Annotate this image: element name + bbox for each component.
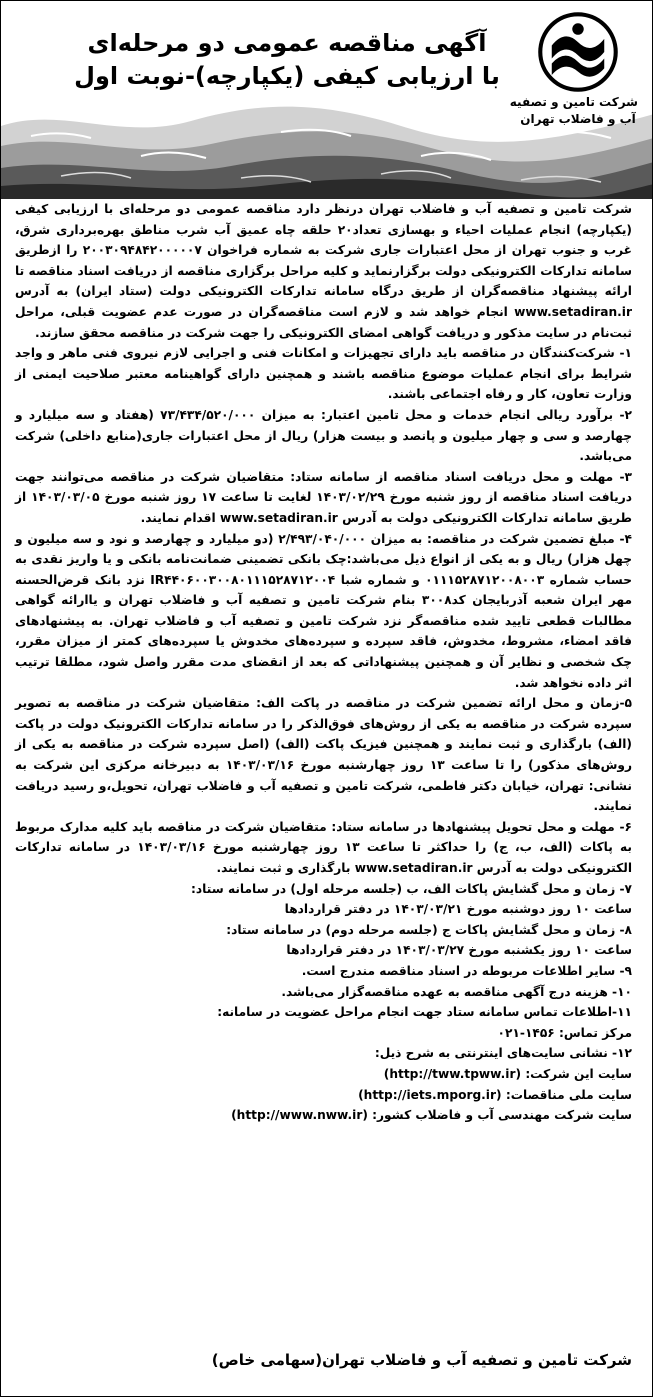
intro-paragraph (15, 199, 632, 343)
company-logo-icon (537, 11, 619, 93)
notice-body (1, 199, 652, 1126)
site-1-label: سایت این شرکت: (525, 1066, 632, 1081)
site-1-link[interactable]: (http://tww.tpww.ir) (383, 1066, 522, 1081)
item-6 (15, 817, 632, 879)
site-2 (15, 1085, 632, 1106)
item-8-detail: ساعت ۱۰ روز یکشنبه مورخ ۱۴۰۳/۰۳/۲۷ در دفتر قراردادها (286, 943, 632, 958)
site-2-label: سایت ملی مناقصات: (505, 1087, 632, 1102)
item-6-text-end: بارگذاری و ثبت نمایند. (216, 861, 351, 875)
setadiran-link[interactable]: www.setadiran.ir (514, 304, 632, 319)
signature-line: شرکت تامین و تصفیه آب و فاضلاب تهران(سهامی خاص) (211, 1351, 632, 1369)
item-7-heading: ۷- زمان و محل گشایش پاکات الف، ب (جلسه مرحله اول) در سامانه ستاد: (191, 881, 632, 896)
item-3-link[interactable]: www.setadiran.ir (219, 510, 338, 525)
company-name-line1: شرکت تامین و تصفیه (509, 95, 638, 109)
item-6-text: ۶- مهلت و محل تحویل پیشنهادها در سامانه ستاد: متقاضیان شرکت در مناقصه باید کلیه مدارک مربوط به پاکات (الف، ب، ج) را حداکثر تا ساعت ۱۳ روز چهارشنبه مورخ ۱۴۰۳/۰۳/۱۶ در سامانه تدارکات الکترونیکی دولت به آدرس (15, 819, 632, 875)
intro-text-end: انجام خواهد شد و لازم است مناقصه‌گران در صورت عدم عضویت قبلی، مراحل ثبت‌نام در سایت مذکور و دریافت گواهی امضای الکترونیکی را جهت شرکت در مناقصه محقق سازند. (15, 304, 632, 340)
intro-text: شرکت تامین و تصفیه آب و فاضلاب تهران درنظر دارد مناقصه عمومی دو مرحله‌ای با ارزیابی کیفی (یکپارچه) انجام عملیات احیاء و بهسازی تعداد۲۰ حلقه چاه عمیق آب شرب مناطق بهره‌برداری شرق، غرب و جنوب تهران از محل اعتبارات جاری شرکت به شماره فراخوان ۲۰۰۳۰۹۴۸۴۲۰۰۰۰۰۷ را ازطریق سامانه تدارکات الکترونیکی دولت برگزارنماید و کلیه مراحل برگزاری مناقصه از دریافت اسناد مناقصه تا ارائه پیشنهاد مناقصه‌گران از طریق درگاه سامانه تدارکات الکترونیکی دولت (ستاد ایران) به آدرس (15, 202, 632, 299)
item-6-link[interactable]: www.setadiran.ir (354, 861, 473, 875)
item-8-heading: ۸- زمان و محل گشایش پاکات ج (جلسه مرحله دوم) در سامانه ستاد: (226, 922, 632, 937)
company-logo-block (509, 11, 638, 127)
notice-title (67, 27, 507, 93)
site-3 (15, 1105, 632, 1126)
item-4: ۴- مبلغ تضمین شرکت در مناقصه: به میزان ۲/۴۹۳/۰۴۰/۰۰۰ (دو میلیارد و چهارصد و نود و سه میلیون و چهل هزار) ریال و به یکی از انواع ذیل می‌باشد:چک بانکی تضمینی ضمانت‌نامه بانکی و یا واریز نقدی به حساب شماره ۰۱۱۱۵۲۸۷۱۲۰۰۸۰۰۳ و شماره شبا IR۴۴۰۶۰۰۳۰۰۸۰۱۱۱۵۲۸۷۱۲۰۰۴ نزد بانک قرض‌الحسنه مهر ایران شعبه آذربایجان کد۳۰۰۸ بنام شرکت تامین و تصفیه آب و فاضلاب تهران و یاارائه گواهی مطالبات قطعی تایید شده مناقصه‌گر نزد شرکت تامین و تصفیه آب و فاضلاب تهران. به پیشنهادهای فاقد امضاء، مشروط، مخدوش، فاقد سپرده و سپرده‌های مخدوش یا سپرده‌های کمتر از میزان مقرر، چک شخصی و نظایر آن و همچنین پیشنهاداتی که بعد از انقضای مدت مقرر واصل شود، مطلقا ترتیب اثر داده نخواهد شد. (15, 531, 633, 690)
item-3-text-end: اقدام نمایند. (140, 510, 216, 525)
item-1: ۱- شرکت‌کنندگان در مناقصه باید دارای تجهیزات و امکانات فنی و اجرایی لازم نیروی فنی ماهر و واجد شرایط برای انجام عملیات موضوع مناقصه باشند و همچنین دارای گواهینامه معتبر صلاحیت ایمنی از وزارت تعاون، کار و رفاه اجتماعی باشند. (15, 346, 632, 402)
site-2-link[interactable]: (http://iets.mporg.ir) (358, 1087, 502, 1102)
site-1 (15, 1064, 632, 1085)
title-line1: آگهی مناقصه عمومی دو مرحله‌ای (87, 29, 487, 57)
item-10: ۱۰- هزینه درج آگهی مناقصه به عهده مناقصه‌گزار می‌باشد. (281, 984, 632, 999)
item-2: ۲- برآورد ریالی انجام خدمات و محل تامین اعتبار: به میزان ۷۳/۴۳۴/۵۲۰/۰۰۰ (هفتاد و سه میلیارد و چهارصد و سی و چهار میلیون و پانصد و بیست هزار) ریال از محل اعتبارات جاری(منابع داخلی) شرکت می‌باشد. (15, 407, 632, 464)
item-5: ۵-زمان و محل ارائه تضمین شرکت در مناقصه در پاکت الف: متقاضیان شرکت در مناقصه به تصویر سپرده شرکت در مناقصه به یکی از روش‌های فوق‌الذکر را در سامانه تدارکات الکترونیک دولت در پاکت (الف) بارگذاری و ثبت نمایند و همچنین فیزیک پاکت (الف) (اصل سپرده شرکت در مناقصه به یکی از روش‌های مذکور) را تا ساعت ۱۳ روز چهارشنبه مورخ ۱۴۰۳/۰۳/۱۶ به دبیرخانه مرکزی این شرکت به نشانی: تهران، خیابان دکتر فاطمی، شرکت تامین و تصفیه آب و فاضلاب تهران، تحویل،و رسید دریافت نمایند. (15, 696, 632, 814)
notice-header (1, 1, 652, 199)
company-name-line2: آب و فاضلاب تهران (520, 112, 636, 126)
site-3-label: سایت شرکت مهندسی آب و فاضلاب کشور: (372, 1108, 632, 1123)
item-11: ۱۱-اطلاعات تماس سامانه ستاد جهت انجام مراحل عضویت در سامانه: (217, 1005, 632, 1020)
item-3-text: ۳- مهلت و محل دریافت اسناد مناقصه از سامانه ستاد: متقاضیان شرکت در مناقصه می‌توانند جهت دریافت اسناد مناقصه از روز شنبه مورخ ۱۴۰۳/۰۲/۲۹ لغایت تا ساعت ۱۷ روز شنبه مورخ ۱۴۰۳/۰۳/۰۵ از طریق سامانه تدارکات الکترونیکی دولت به آدرس (15, 469, 632, 525)
item-7-detail: ساعت ۱۰ روز دوشنبه مورخ ۱۴۰۳/۰۳/۲۱ در دفتر قراردادها (284, 902, 632, 917)
item-11-contact: مرکز تماس: ۱۴۵۶-۰۲۱ (497, 1025, 632, 1040)
item-9: ۹- سایر اطلاعات مربوطه در اسناد مناقصه مندرج است. (301, 963, 632, 978)
title-line2: با ارزیابی کیفی (یکپارچه)-نوبت اول (74, 62, 500, 90)
item-12: ۱۲- نشانی سایت‌های اینترنتی به شرح ذیل: (374, 1046, 632, 1061)
site-3-link[interactable]: (http://www.nww.ir) (231, 1108, 368, 1123)
item-3 (15, 467, 632, 529)
